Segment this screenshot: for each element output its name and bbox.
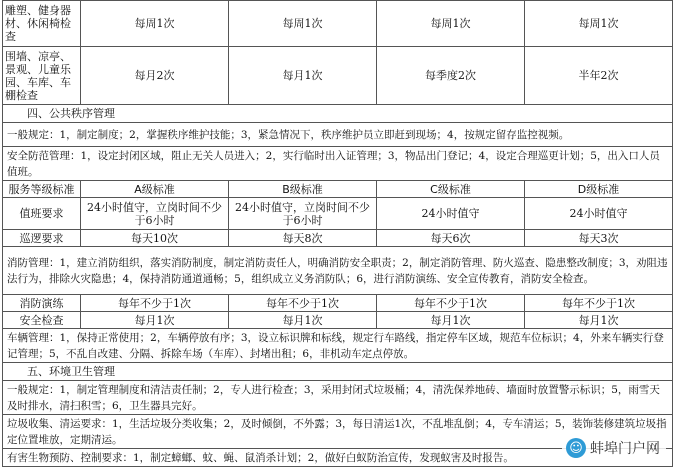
header-label: 服务等级标准 (3, 181, 81, 198)
row-label: 安全检查 (3, 312, 81, 329)
vehicle-rules: 车辆管理：1，保持正常使用；2，车辆停放有序；3，设立标识牌和标线，规定行车路线，指定停车区域，规范车位标识；4，外来车辆实行登记管理；5，不乱自改建、分隔、拆除车场（车库）、封堵出租；6，非机动车定点停放。 (3, 329, 673, 363)
fire-rules: 消防管理：1，建立消防组织，落实消防制度，制定消防责任人，明确消防安全职责；2，制定消防管理、防火巡查、隐患整改制度；3，劝阻违法行为，排除火灾隐患；4，保持消防通道通畅；5，组织成立义务消防队；6，进行消防演练、安全宣传教育，消防安全检查。 (3, 247, 673, 295)
section-title: 五、环境卫生管理 (3, 363, 673, 381)
cell-b: 每年不少于1次 (229, 295, 377, 312)
watermark (562, 436, 666, 460)
text-row (3, 329, 673, 363)
row-label: 围墙、凉亭、景观、儿童乐园、车库、车棚检查 (3, 47, 81, 105)
cell-a: 每周1次 (81, 1, 229, 47)
bengbu-portal-logo-icon: ☺ (566, 438, 586, 458)
cell-a: 每月1次 (81, 312, 229, 329)
cell-a: 每年不少于1次 (81, 295, 229, 312)
cell-c: 每周1次 (377, 1, 525, 47)
header-a: A级标准 (81, 181, 229, 198)
text-row (3, 247, 673, 295)
cell-d: 每月1次 (525, 312, 673, 329)
sanitation-general-rules: 一般规定：1，制定管理制度和清洁责任制；2，专人进行检查；3，采用封闭式垃圾桶；4，清洗保养地砖、墙面时放置警示标识；5，雨雪天及时排水，清扫积雪；6，卫生器具完好。 (3, 381, 673, 415)
cell-b: 每月1次 (229, 47, 377, 105)
cell-b: 每周1次 (229, 1, 377, 47)
section-title: 四、公共秩序管理 (3, 105, 673, 123)
cell-c: 24小时值守 (377, 198, 525, 230)
table-row (3, 230, 673, 247)
row-label: 巡逻要求 (3, 230, 81, 247)
table-row (3, 295, 673, 312)
cell-a: 24小时值守，立岗时间不少于6小时 (81, 198, 229, 230)
text-row (3, 381, 673, 415)
cell-d: 半年2次 (525, 47, 673, 105)
cell-d: 24小时值守 (525, 198, 673, 230)
watermark-text: 蚌埠门户网 (590, 441, 660, 457)
pest-control-rules: 有害生物预防、控制要求：1，制定蟑螂、蚊、蝇、鼠消杀计划；2，做好白蚁防治宣传，发现蚁害及时报告。 (3, 449, 673, 467)
cell-d: 每天3次 (525, 230, 673, 247)
garbage-rules: 垃圾收集、清运要求：1，生活垃圾分类收集；2，及时倾倒，不外露；3，每日清运1次，不乱堆乱倒；4，专车清运；5，装饰装修建筑垃圾指定位置堆放，定期清运。 (3, 415, 673, 449)
cell-c: 每天6次 (377, 230, 525, 247)
row-label: 值班要求 (3, 198, 81, 230)
general-rules: 一般规定：1，制定制度；2，掌握秩序维护技能；3，紧急情况下，秩序维护员立即赶到现场；4，按规定留存监控视频。 (3, 123, 673, 147)
cell-a: 每天10次 (81, 230, 229, 247)
cell-b: 每天8次 (229, 230, 377, 247)
cell-b: 24小时值守，立岗时间不少于6小时 (229, 198, 377, 230)
service-standard-table (2, 0, 673, 467)
table-header-row (3, 181, 673, 198)
security-rules: 安全防范管理：1，设定封闭区域，阻止无关人员进入；2，实行临时出入证管理；3，物品出门登记；4，设定合理巡更计划；5，出入口人员值班。 (3, 147, 673, 181)
text-row (3, 123, 673, 147)
cell-a: 每月2次 (81, 47, 229, 105)
header-d: D级标准 (525, 181, 673, 198)
row-label: 雕塑、健身器材、休闲椅检查 (3, 1, 81, 47)
section-title-row (3, 105, 673, 123)
cell-d: 每周1次 (525, 1, 673, 47)
table-row (3, 1, 673, 47)
cell-c: 每年不少于1次 (377, 295, 525, 312)
section-title-row (3, 363, 673, 381)
table-row (3, 198, 673, 230)
header-b: B级标准 (229, 181, 377, 198)
header-c: C级标准 (377, 181, 525, 198)
row-label: 消防演练 (3, 295, 81, 312)
cell-d: 每年不少于1次 (525, 295, 673, 312)
table-row (3, 312, 673, 329)
table-row (3, 47, 673, 105)
cell-c: 每月1次 (377, 312, 525, 329)
cell-c: 每季度2次 (377, 47, 525, 105)
text-row (3, 147, 673, 181)
cell-b: 每月1次 (229, 312, 377, 329)
